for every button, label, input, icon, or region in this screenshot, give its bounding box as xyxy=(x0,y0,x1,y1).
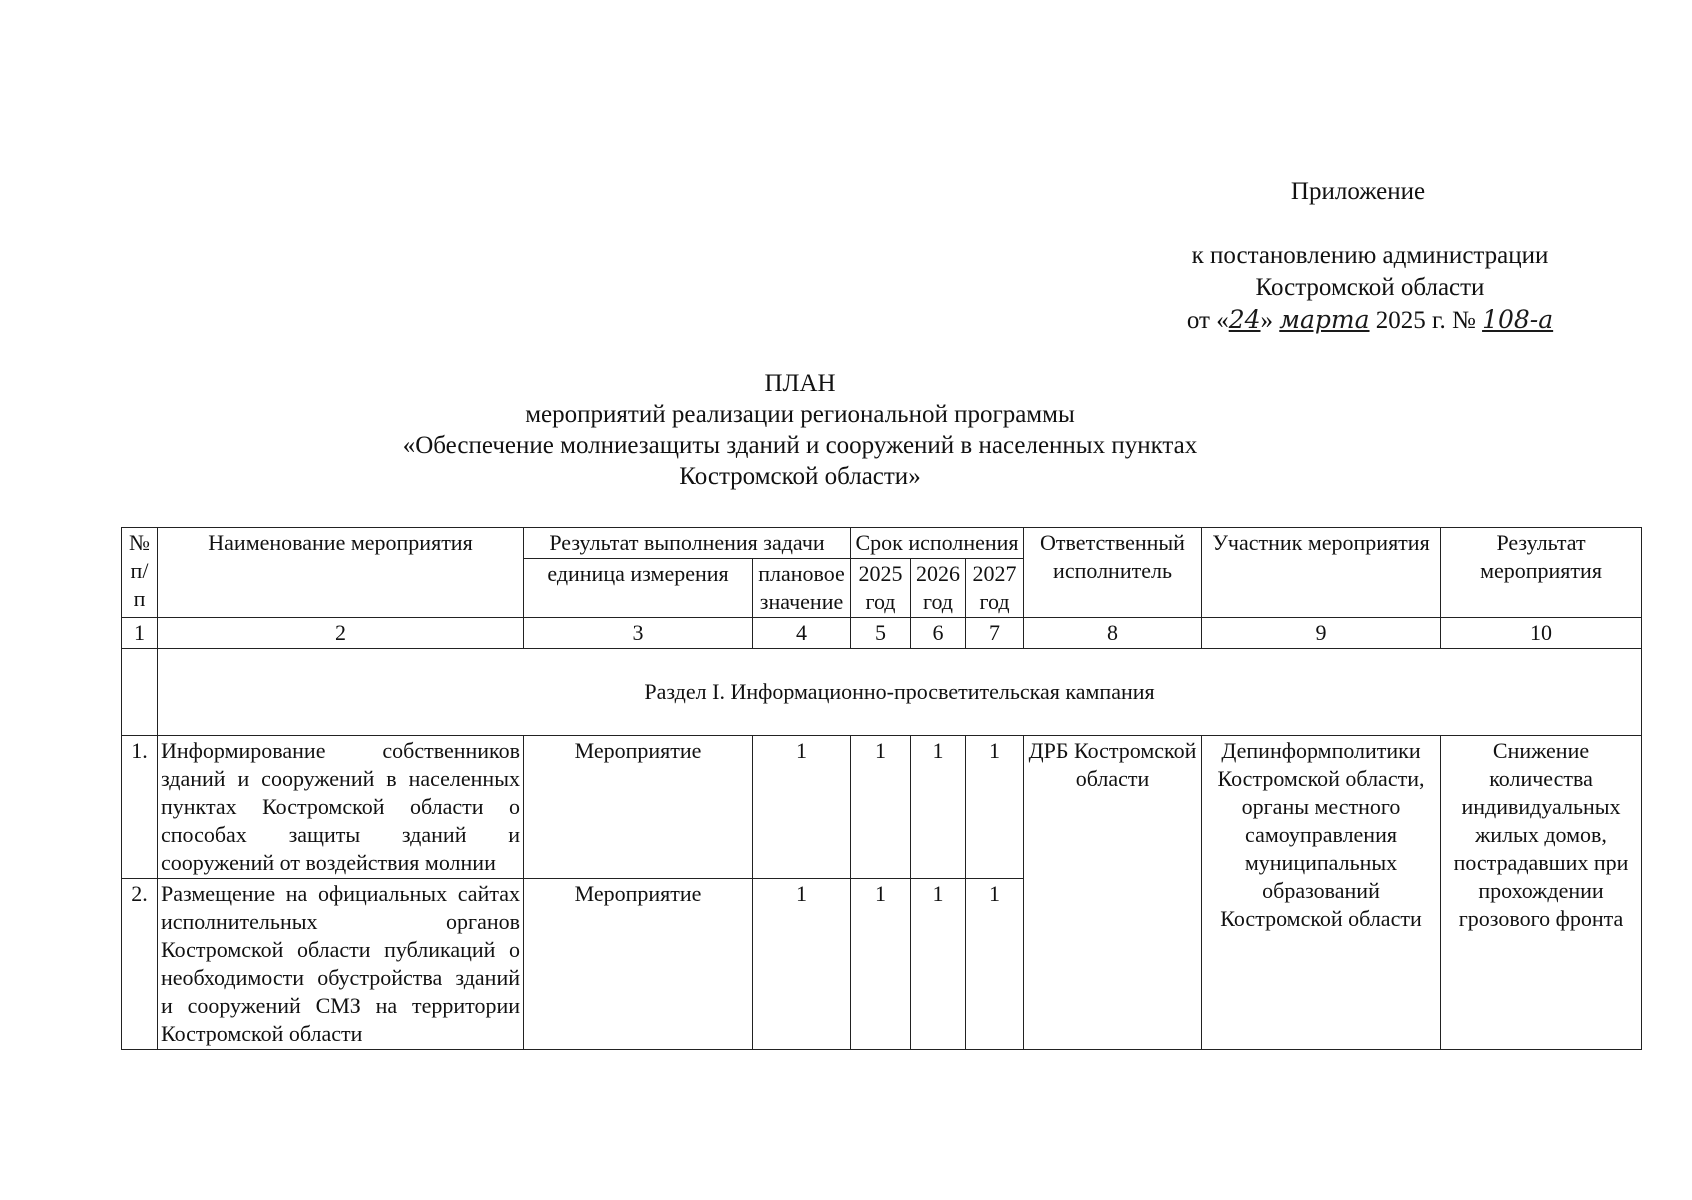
date-prefix: от « xyxy=(1186,307,1229,334)
plan-title: ПЛАН xyxy=(764,370,836,397)
row-participant: Депинформполитики Костромской области, органы местного самоуправления муниципальных образований Костромской области xyxy=(1202,736,1441,1050)
header-num: № п/п xyxy=(122,528,158,618)
col-number: 7 xyxy=(966,618,1024,649)
appendix-date-line xyxy=(1100,304,1640,337)
col-number: 5 xyxy=(851,618,911,649)
row-2025: 1 xyxy=(851,879,911,1050)
appendix-block xyxy=(1100,176,1640,337)
row-2027: 1 xyxy=(966,736,1024,879)
row-num: 1. xyxy=(122,736,158,879)
section-title: Раздел I. Информационно-просветительская кампания xyxy=(158,649,1642,736)
header-2027: 2027 год xyxy=(966,559,1024,618)
header-2026: 2026 год xyxy=(911,559,966,618)
header-term: Срок исполнения xyxy=(851,528,1024,559)
plan-subtitle-1: мероприятий реализации региональной программы xyxy=(525,401,1075,428)
col-number: 9 xyxy=(1202,618,1441,649)
date-day: 24 xyxy=(1228,305,1261,334)
header-responsible: Ответственный исполнитель xyxy=(1024,528,1202,618)
appendix-title: Приложение xyxy=(1290,178,1426,205)
row-num: 2. xyxy=(122,879,158,1050)
row-2027: 1 xyxy=(966,879,1024,1050)
row-result: Снижение количества индивидуальных жилых домов, пострадавших при прохождении грозового фронта xyxy=(1441,736,1642,1050)
table-row xyxy=(122,736,1642,879)
row-2026: 1 xyxy=(911,879,966,1050)
header-2025: 2025 год xyxy=(851,559,911,618)
row-planned: 1 xyxy=(753,736,851,879)
section-row xyxy=(122,649,1642,736)
date-month: марта xyxy=(1279,305,1370,334)
row-responsible: ДРБ Костромской области xyxy=(1024,736,1202,1050)
date-number: 108-а xyxy=(1482,305,1554,334)
section-empty-cell xyxy=(122,649,158,736)
row-name: Размещение на официальных сайтах исполнительных органов Костромской области публикаций о необходимости обустройства зданий и сооружений СМЗ на территории Костромской области xyxy=(158,879,524,1050)
header-name: Наименование мероприятия xyxy=(158,528,524,618)
col-number: 8 xyxy=(1024,618,1202,649)
appendix-line-1: к постановлению администрации xyxy=(1191,242,1549,269)
header-unit: единица измерения xyxy=(524,559,753,618)
col-number: 6 xyxy=(911,618,966,649)
row-unit: Мероприятие xyxy=(524,736,753,879)
header-planned: плановое значение xyxy=(753,559,851,618)
col-number: 10 xyxy=(1441,618,1642,649)
header-result-task: Результат выполнения задачи xyxy=(524,528,851,559)
row-2026: 1 xyxy=(911,736,966,879)
header-result-event: Результат мероприятия xyxy=(1441,528,1642,618)
col-number: 2 xyxy=(158,618,524,649)
appendix-line-2: Костромской области xyxy=(1255,274,1485,301)
date-year: 2025 г. № xyxy=(1369,307,1483,334)
col-number: 4 xyxy=(753,618,851,649)
row-2025: 1 xyxy=(851,736,911,879)
header-row-1 xyxy=(122,528,1642,559)
header-participant: Участник мероприятия xyxy=(1202,528,1441,618)
plan-subtitle-2: «Обеспечение молниезащиты зданий и сооружений в населенных пунктах xyxy=(402,432,1198,459)
col-number: 1 xyxy=(122,618,158,649)
row-unit: Мероприятие xyxy=(524,879,753,1050)
date-mid: » xyxy=(1260,307,1280,334)
col-number: 3 xyxy=(524,618,753,649)
plan-subtitle-3: Костромской области» xyxy=(679,463,921,490)
plan-table xyxy=(121,527,1642,1050)
column-numbers-row xyxy=(122,618,1642,649)
row-name: Информирование собственников зданий и сооружений в населенных пунктах Костромской области о способах защиты зданий и сооружений от воздействия молнии xyxy=(158,736,524,879)
plan-title-block xyxy=(360,368,1240,492)
row-planned: 1 xyxy=(753,879,851,1050)
